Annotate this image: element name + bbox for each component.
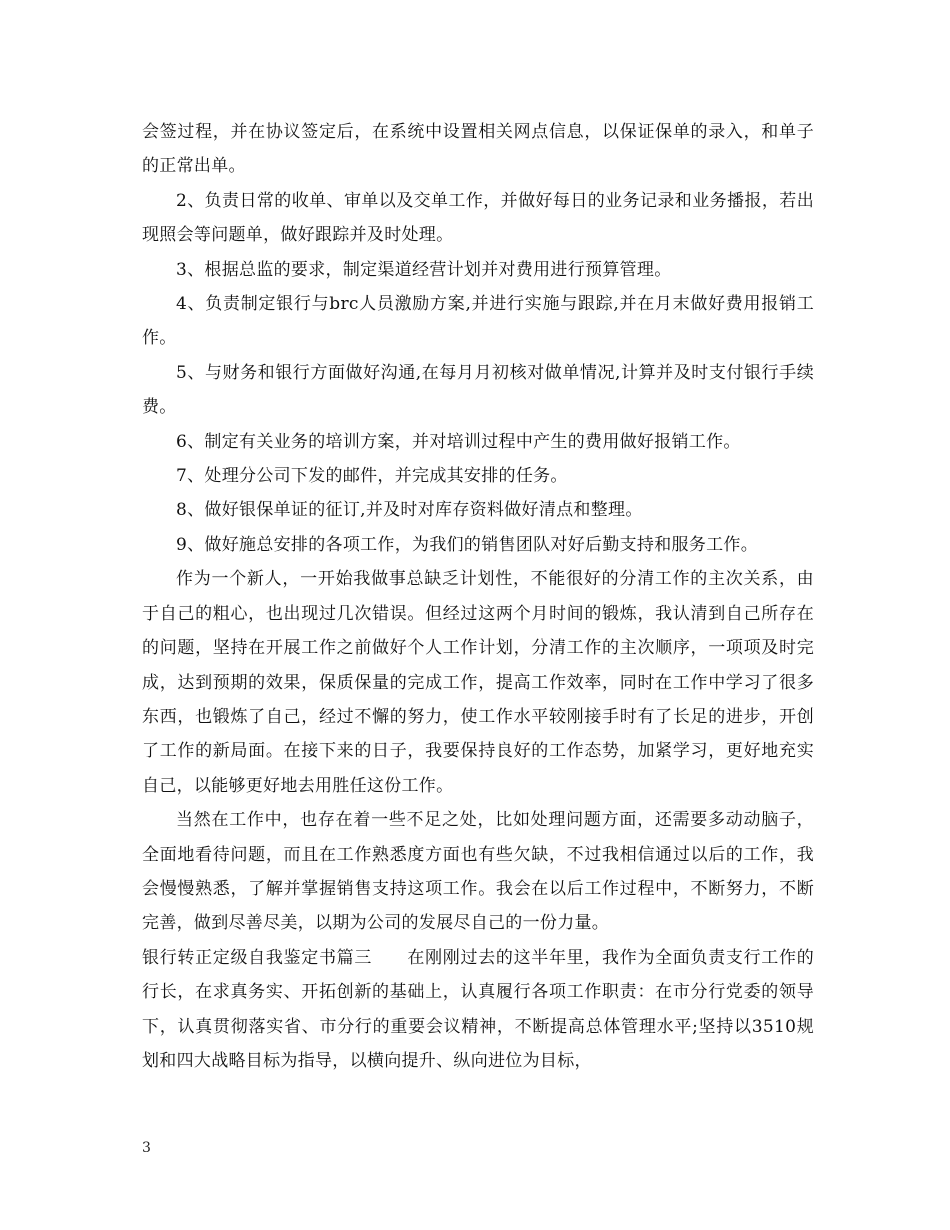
paragraph-part-three: 银行转正定级自我鉴定书篇三 在刚刚过去的这半年里，我作为全面负责支行工作的行长，在求真务实、开拓创新的基础上，认真履行各项工作职责：在市分行党委的领导下，认真贯彻落实省、市分行的重要会议精神，不断提高总体管理水平;坚持以3510规划和四大战略目标为指导，以横向提升、纵向进位为目标， bbox=[142, 947, 814, 1071]
paragraph-item-9: 9、做好施总安排的各项工作，为我们的销售团队对好后勤支持和服务工作。 bbox=[176, 534, 759, 555]
paragraph-reflection: 作为一个新人，一开始我做事总缺乏计划性，不能很好的分清工作的主次关系，由于自己的粗心，也出现过几次错误。但经过这两个月时间的锻炼，我认清到自己所存在的问题，坚持在开展工作之前做好个人工作计划，分清工作的主次顺序，一项项及时完成，达到预期的效果，保质保量的完成工作，提高工作效率，同时在工作中学习了很多东西，也锻炼了自己，经过不懈的努力，使工作水平较刚接手时有了长足的进步，开创了工作的新局面。在接下来的日子，我要保持良好的工作态势，加紧学习，更好地充实自己，以能够更好地去用胜任这份工作。 bbox=[142, 569, 814, 796]
paragraph-item-3: 3、根据总监的要求，制定渠道经营计划并对费用进行预算管理。 bbox=[176, 259, 672, 280]
paragraph-shortcomings: 当然在工作中，也存在着一些不足之处，比如处理问题方面，还需要多动动脑子，全面地看待问题，而且在工作熟悉度方面也有些欠缺，不过我相信通过以后的工作，我会慢慢熟悉，了解并掌握销售支持这项工作。我会在以后工作过程中，不断努力，不断完善，做到尽善尽美，以期为公司的发展尽自己的一份力量。 bbox=[142, 810, 814, 934]
page-number: 3 bbox=[142, 1140, 151, 1156]
document-body bbox=[142, 115, 814, 1078]
paragraph-item-6: 6、制定有关业务的培训方案，并对培训过程中产生的费用做好报销工作。 bbox=[176, 431, 741, 452]
paragraph-item-7: 7、处理分公司下发的邮件，并完成其安排的任务。 bbox=[176, 466, 568, 487]
paragraph-item-2: 2、负责日常的收单、审单以及交单工作，并做好每日的业务记录和业务播报，若出现照会等问题单，做好跟踪并及时处理。 bbox=[142, 190, 814, 246]
paragraph-item-5: 5、与财务和银行方面做好沟通,在每月月初核对做单情况,计算并及时支付银行手续费。 bbox=[142, 362, 814, 418]
paragraph-item-8: 8、做好银保单证的征订,并及时对库存资料做好清点和整理。 bbox=[176, 500, 643, 521]
paragraph-item-4: 4、负责制定银行与brc人员激励方案,并进行实施与跟踪,并在月末做好费用报销工作。 bbox=[142, 294, 814, 349]
paragraph-continued: 会签过程，并在协议签定后，在系统中设置相关网点信息，以保证保单的录入，和单子的正常出单。 bbox=[142, 122, 814, 177]
